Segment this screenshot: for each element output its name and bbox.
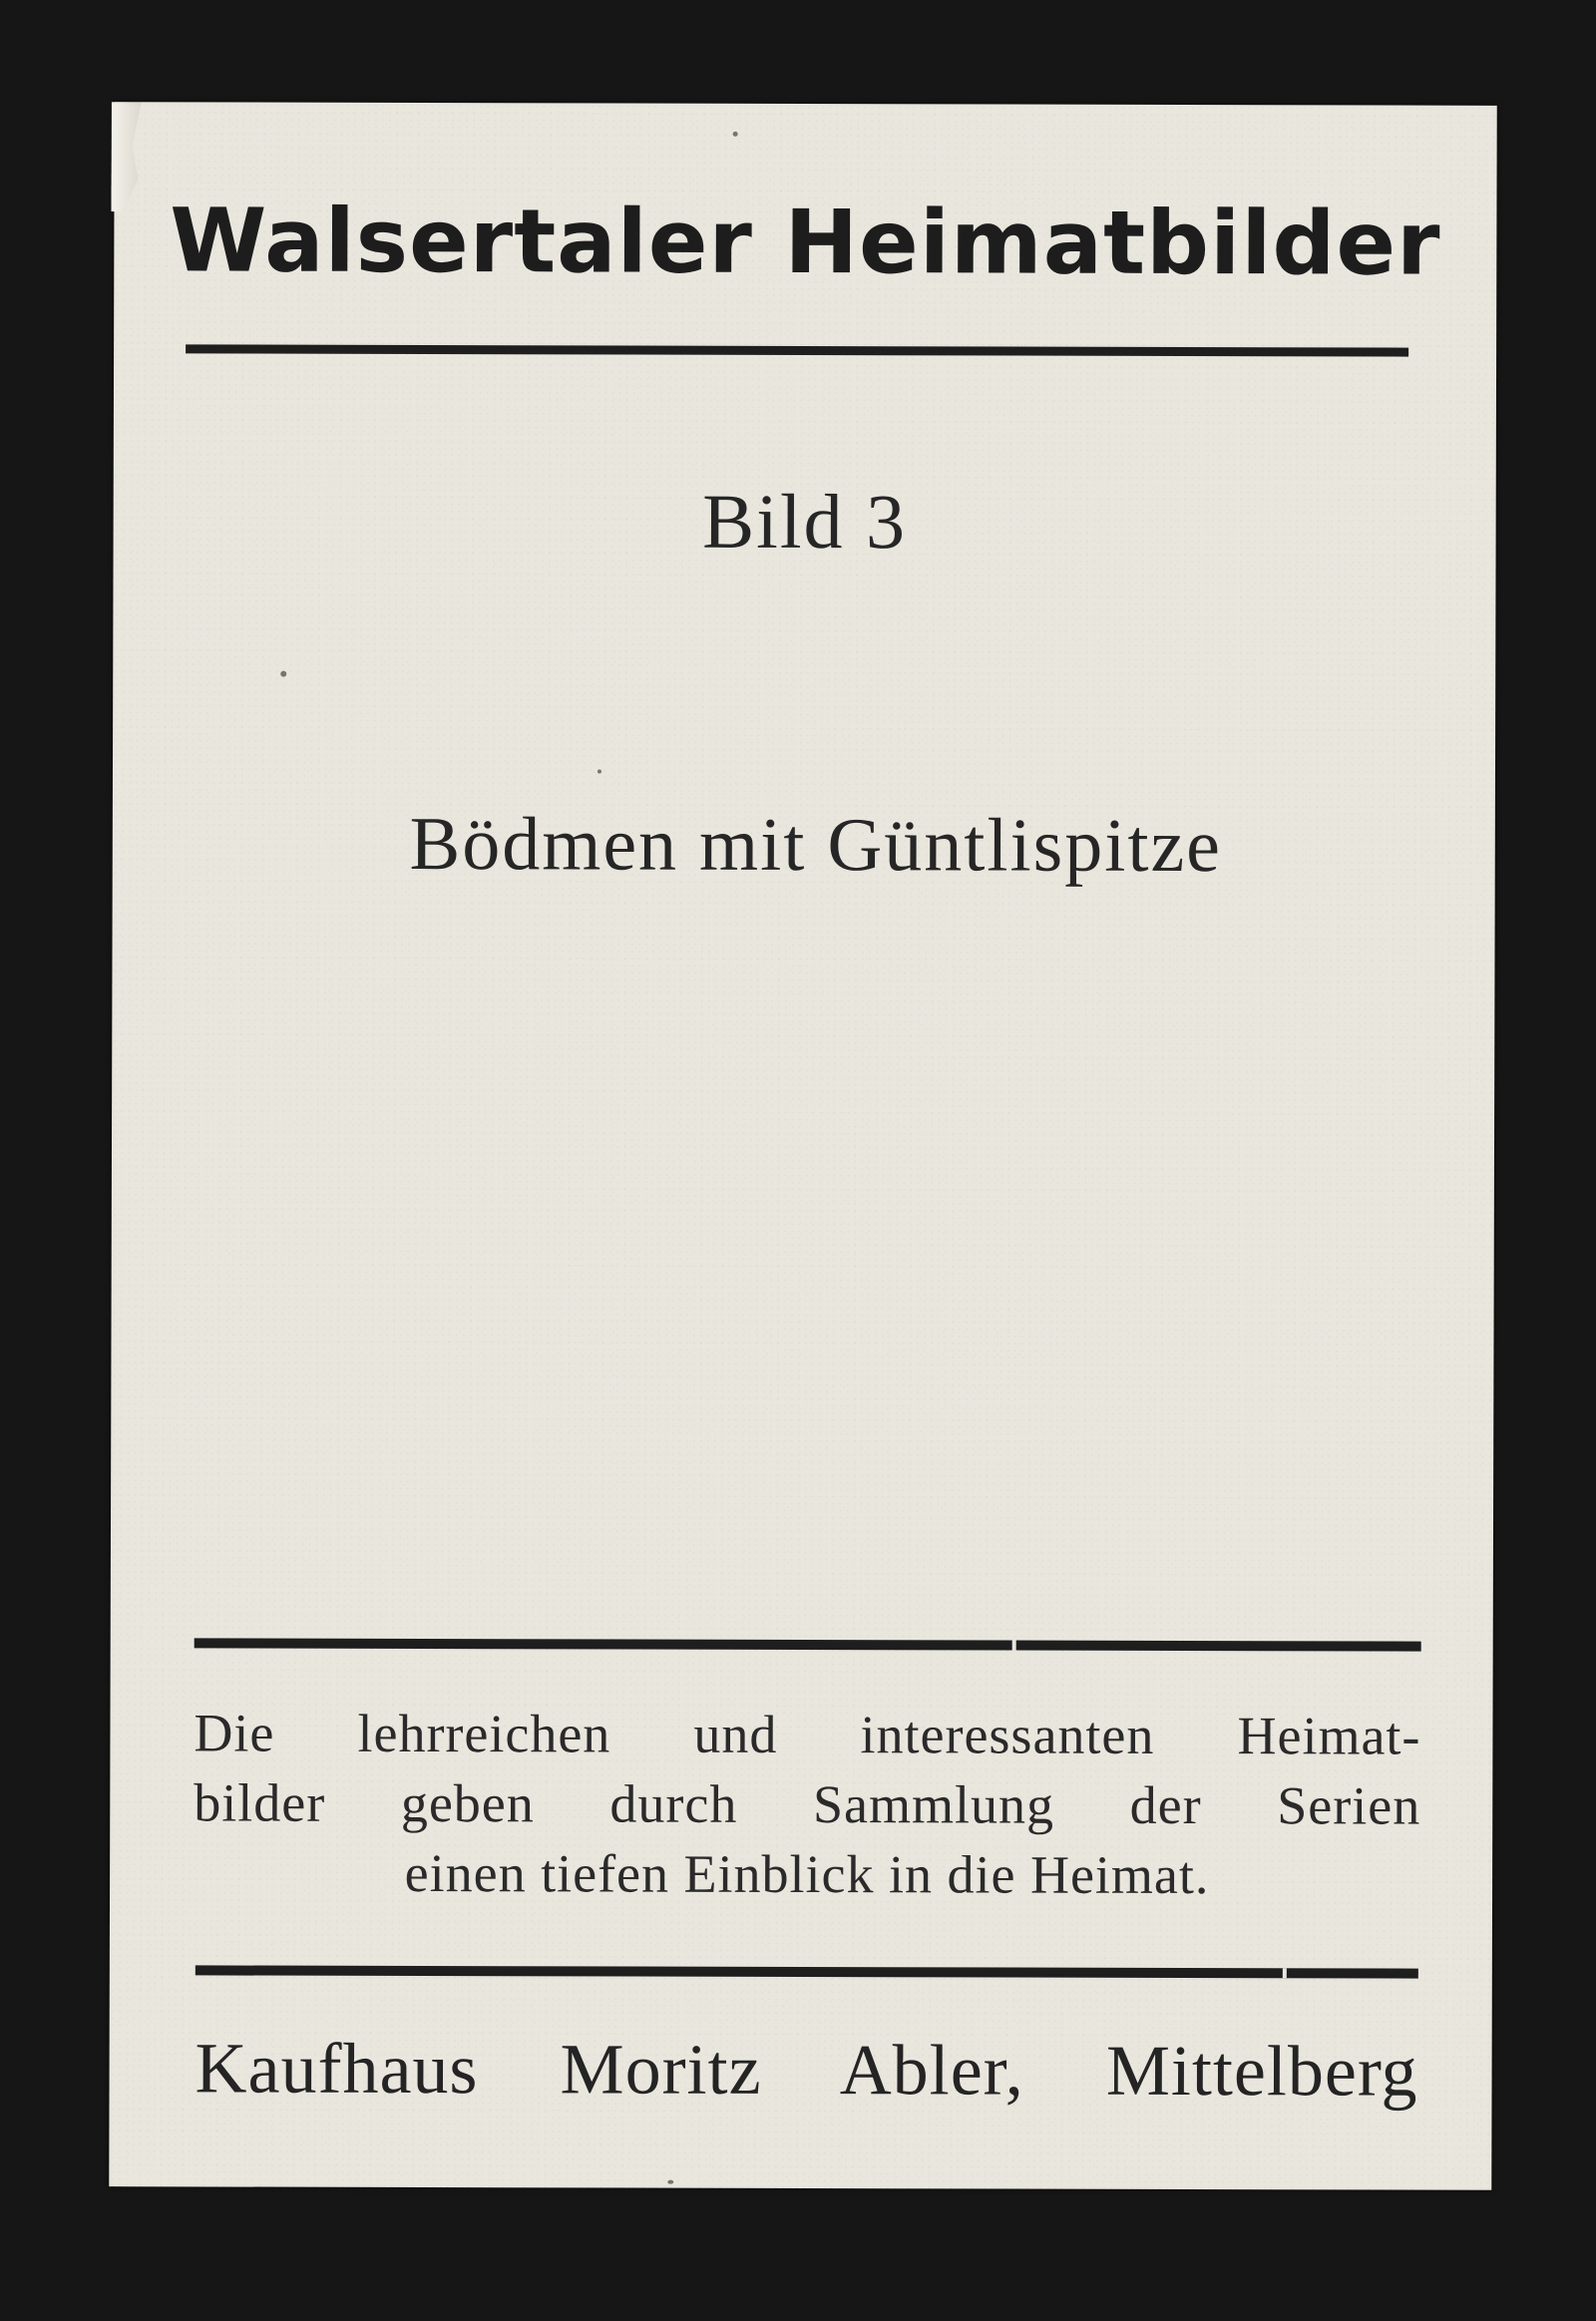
paper-speck [598, 769, 601, 773]
picture-title: Bödmen mit Güntlispitze [409, 801, 1223, 889]
card-blurb [194, 1698, 1421, 1910]
top-rule [186, 344, 1408, 356]
paper-speck [733, 132, 738, 137]
collector-card [109, 102, 1496, 2190]
blurb-line: Die lehrreichen und interessanten Heimat- [194, 1703, 1421, 1766]
blurb-line: bilder geben durch Sammlung der Serien [194, 1772, 1421, 1836]
blurb-line: einen tiefen Einblick in die Heimat. [404, 1842, 1210, 1906]
card-headline: Walsertaler Heimatbilder [170, 189, 1441, 295]
picture-number: Bild 3 [702, 477, 908, 566]
middle-rule [195, 1638, 1421, 1651]
rule-gap [1283, 1968, 1287, 1978]
rule-gap [1012, 1641, 1016, 1651]
merchant-line: Kaufhaus Moritz Abler, Mittelberg [195, 2028, 1418, 2112]
paper-speck [280, 671, 286, 677]
worn-edge [111, 102, 141, 211]
bottom-rule [196, 1965, 1418, 1978]
paper-speck [667, 2180, 673, 2184]
